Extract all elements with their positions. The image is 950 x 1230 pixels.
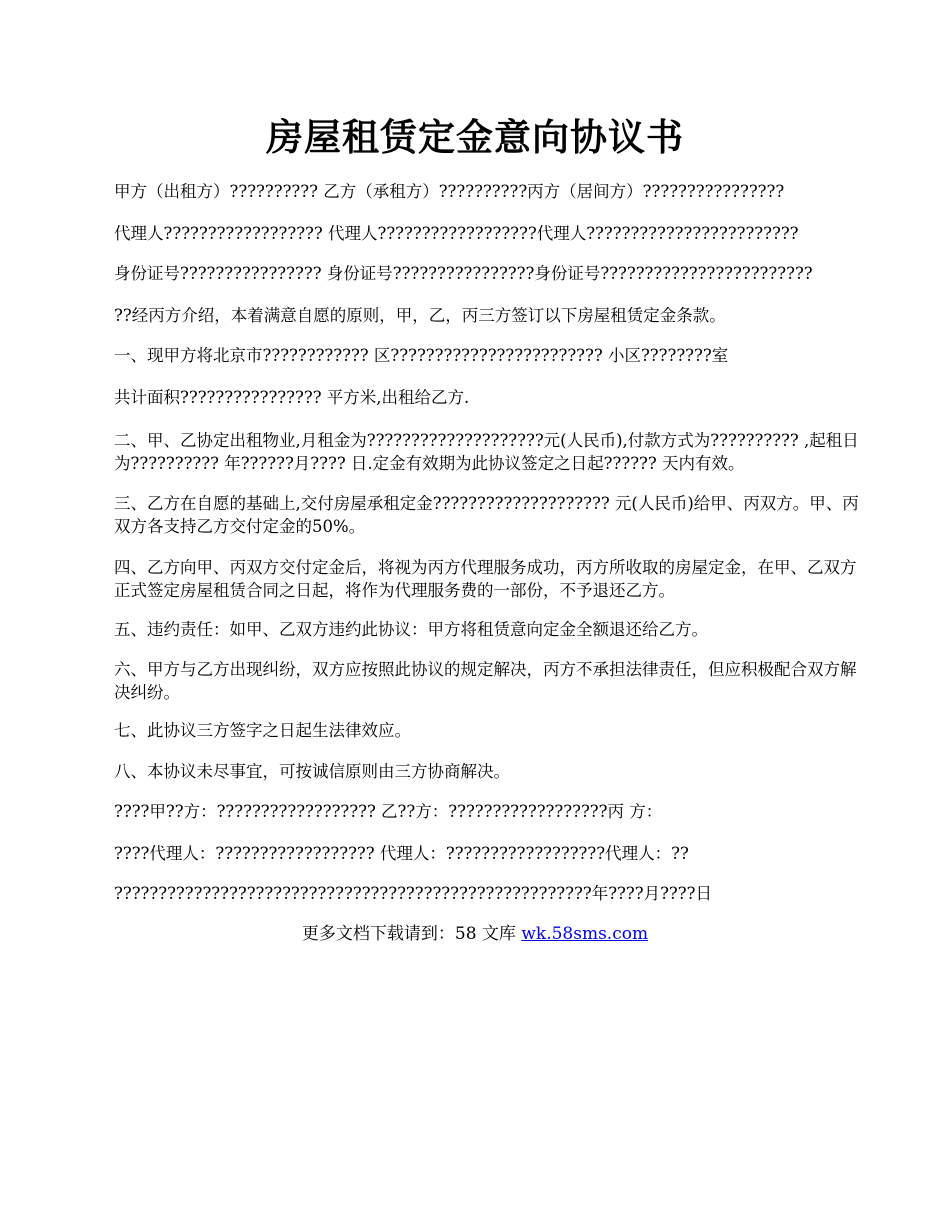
clause-1-location: 一、现甲方将北京市???????????? 区???????????????????????? 小区????????室 bbox=[114, 346, 729, 365]
footer bbox=[0, 922, 950, 946]
parties-line: 甲方（出租方）?????????? 乙方（承租方）??????????丙方（居间方）???????????????? bbox=[114, 182, 785, 201]
clause-1-area: 共计面积???????????????? 平方米,出租给乙方. bbox=[114, 388, 470, 407]
signature-parties-line: ????甲??方：?????????????????? 乙??方：??????????????????丙 方： bbox=[114, 802, 663, 821]
signature-date-line: ??????????????????????????????????????????????????????年????月????日 bbox=[114, 884, 712, 903]
agents-line: 代理人?????????????????? 代理人??????????????????代理人???????????????????????? bbox=[114, 224, 799, 243]
signature-agents-line: ????代理人：?????????????????? 代理人：??????????????????代理人：?? bbox=[114, 844, 689, 863]
footer-link[interactable]: wk.58sms.com bbox=[521, 924, 649, 944]
clause-6: 六、甲方与乙方出现纠纷，双方应按照此协议的规定解决，丙方不承担法律责任，但应积极配合双方解决纠纷。 bbox=[114, 660, 857, 702]
clause-8: 八、本协议未尽事宜，可按诚信原则由三方协商解决。 bbox=[114, 762, 510, 781]
id-numbers-line: 身份证号???????????????? 身份证号????????????????身份证号???????????????????????? bbox=[114, 264, 813, 283]
clause-4: 四、乙方向甲、丙双方交付定金后，将视为丙方代理服务成功，丙方所收取的房屋定金，在甲、乙双方正式签定房屋租赁合同之日起，将作为代理服务费的一部份，不予退还乙方。 bbox=[114, 558, 857, 600]
clause-3: 三、乙方在自愿的基础上,交付房屋承租定金???????????????????? 元(人民币)给甲、丙双方。甲、丙双方各支持乙方交付定金的50%。 bbox=[114, 494, 859, 536]
intro-paragraph: ??经丙方介绍，本着满意自愿的原则，甲，乙，丙三方签订以下房屋租赁定金条款。 bbox=[114, 306, 726, 325]
footer-text: 更多文档下载请到：58 文库 bbox=[301, 924, 522, 944]
document-title: 房屋租赁定金意向协议书 bbox=[266, 115, 684, 159]
clause-7: 七、此协议三方签字之日起生法律效应。 bbox=[114, 721, 411, 740]
clause-5: 五、违约责任：如甲、乙双方违约此协议：甲方将租赁意向定金全额退还给乙方。 bbox=[114, 620, 708, 639]
clause-2: 二、甲、乙协定出租物业,月租金为????????????????????元(人民币),付款方式为?????????? ,起租日为?????????? 年??????月???? 日.定金有效期为此协议签定之日起?????? 天内有效。 bbox=[114, 431, 859, 473]
